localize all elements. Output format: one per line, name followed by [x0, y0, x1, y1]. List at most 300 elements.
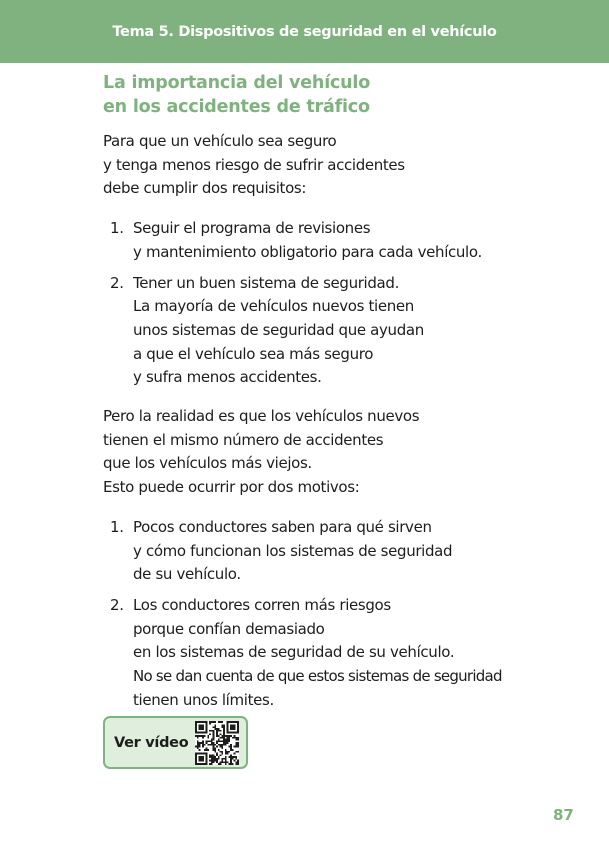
qr-module: [230, 749, 232, 751]
qr-module: [230, 760, 232, 762]
qr-module: [197, 742, 199, 744]
qr-module: [237, 737, 239, 739]
qr-module: [232, 763, 234, 765]
qr-module: [211, 744, 213, 746]
qr-module: [195, 761, 197, 763]
qr-module: [202, 735, 204, 737]
qr-module: [202, 725, 204, 727]
qr-module: [235, 758, 237, 760]
qr-module: [202, 728, 204, 730]
text-line: y mantenimiento obligatorio para cada vehículo.: [133, 242, 482, 261]
list-item: [103, 217, 593, 264]
qr-module: [227, 737, 229, 739]
qr-module: [216, 735, 218, 737]
qr-module: [218, 756, 220, 758]
qr-module: [204, 744, 206, 746]
qr-module: [228, 721, 230, 723]
qr-module: [223, 730, 225, 732]
qr-module: [211, 763, 213, 765]
text-line: y sufra menos accidentes.: [133, 368, 322, 387]
qr-module: [220, 744, 222, 746]
qr-module: [202, 756, 204, 758]
qr-module: [216, 740, 218, 742]
qr-module: [209, 763, 211, 765]
qr-module: [230, 763, 232, 765]
qr-module: [211, 742, 213, 744]
qr-module: [234, 732, 236, 734]
qr-module: [218, 749, 220, 751]
qr-module: [197, 740, 199, 742]
qr-module: [213, 735, 215, 737]
qr-module: [225, 740, 227, 742]
qr-module: [216, 730, 218, 732]
qr-module: [237, 723, 239, 725]
qr-module: [197, 721, 199, 723]
qr-module: [209, 740, 211, 742]
qr-module: [227, 740, 229, 742]
text-line: debe cumplir dos requisitos:: [103, 179, 307, 198]
qr-module: [197, 737, 199, 739]
qr-module: [199, 721, 201, 723]
qr-module: [228, 737, 230, 739]
qr-module: [202, 721, 204, 723]
qr-module: [237, 732, 239, 734]
qr-module: [230, 747, 232, 749]
qr-module: [213, 760, 215, 762]
text-line: Pocos conductores saben para qué sirven: [133, 517, 432, 536]
title-line: en los accidentes de tráfico: [103, 97, 370, 117]
qr-module: [228, 763, 230, 765]
qr-module: [204, 735, 206, 737]
qr-module: [211, 740, 213, 742]
qr-module: [232, 737, 234, 739]
qr-module: [213, 754, 215, 756]
intro-paragraph: [103, 130, 593, 201]
qr-module: [206, 761, 208, 763]
qr-module: [235, 721, 237, 723]
qr-module: [234, 728, 236, 730]
qr-module: [230, 735, 232, 737]
qr-module: [197, 747, 199, 749]
qr-module: [200, 742, 202, 744]
qr-module: [218, 728, 220, 730]
qr-module: [209, 733, 211, 735]
text-line: en los sistemas de seguridad de su vehículo.: [133, 643, 455, 662]
qr-module: [207, 744, 209, 746]
page-header: [0, 0, 609, 63]
qr-module: [206, 732, 208, 734]
qr-module: [199, 758, 201, 760]
qr-module: [200, 760, 202, 762]
qr-module: [237, 763, 239, 765]
qr-module: [214, 725, 216, 727]
qr-module: [199, 746, 201, 748]
qr-module: [202, 753, 204, 755]
qr-module: [235, 742, 237, 744]
qr-module: [227, 730, 229, 732]
qr-module: [220, 733, 222, 735]
qr-module: [204, 749, 206, 751]
qr-module: [235, 732, 237, 734]
qr-module: [232, 725, 234, 727]
qr-module: [197, 735, 199, 737]
qr-module: [200, 763, 202, 765]
page-number: 87: [553, 806, 574, 824]
qr-module: [225, 744, 227, 746]
qr-module: [200, 735, 202, 737]
qr-module: [206, 723, 208, 725]
qr-module: [197, 732, 199, 734]
qr-module: [216, 761, 218, 763]
qr-module: [220, 721, 222, 723]
qr-module: [234, 756, 236, 758]
list-number: 1.: [110, 219, 124, 238]
qr-module: [207, 749, 209, 751]
qr-module: [204, 763, 206, 765]
qr-module: [211, 758, 213, 760]
qr-module: [206, 763, 208, 765]
text-line: Esto puede ocurrir por dos motivos:: [103, 478, 360, 497]
qr-module: [223, 725, 225, 727]
qr-module: [200, 726, 202, 728]
qr-module: [213, 746, 215, 748]
qr-module: [218, 739, 220, 741]
qr-module: [227, 735, 229, 737]
qr-module: [195, 732, 197, 734]
qr-module: [199, 760, 201, 762]
qr-module: [202, 726, 204, 728]
qr-module: [211, 756, 213, 758]
qr-module: [216, 760, 218, 762]
main-content: [103, 71, 593, 712]
qr-module: [195, 756, 197, 758]
qr-code-icon[interactable]: [195, 721, 239, 765]
qr-module: [237, 751, 239, 753]
qr-module: [228, 756, 230, 758]
qr-module: [195, 721, 197, 723]
qr-module: [223, 739, 225, 741]
qr-module: [234, 721, 236, 723]
qr-module: [206, 725, 208, 727]
qr-module: [232, 728, 234, 730]
qr-module: [228, 746, 230, 748]
qr-module: [223, 758, 225, 760]
qr-module: [216, 758, 218, 760]
qr-module: [225, 756, 227, 758]
qr-module: [202, 742, 204, 744]
qr-module: [213, 758, 215, 760]
qr-module: [223, 737, 225, 739]
text-line: y cómo funcionan los sistemas de seguridad: [133, 541, 453, 560]
qr-module: [237, 742, 239, 744]
text-line: tienen el mismo número de accidentes: [103, 430, 384, 449]
qr-module: [234, 760, 236, 762]
text-line: porque confían demasiado: [133, 619, 325, 638]
qr-module: [199, 756, 201, 758]
qr-module: [228, 740, 230, 742]
qr-module: [209, 754, 211, 756]
qr-module: [216, 742, 218, 744]
qr-module: [225, 760, 227, 762]
qr-module: [202, 758, 204, 760]
qr-module: [195, 726, 197, 728]
qr-module: [228, 735, 230, 737]
qr-module: [223, 742, 225, 744]
qr-module: [227, 721, 229, 723]
qr-module: [225, 758, 227, 760]
qr-module: [225, 739, 227, 741]
qr-module: [209, 744, 211, 746]
qr-module: [223, 740, 225, 742]
qr-module: [206, 730, 208, 732]
qr-module: [221, 761, 223, 763]
qr-module: [220, 751, 222, 753]
qr-module: [235, 763, 237, 765]
qr-module: [223, 732, 225, 734]
qr-module: [199, 753, 201, 755]
qr-module: [227, 751, 229, 753]
qr-module: [195, 723, 197, 725]
qr-module: [216, 733, 218, 735]
qr-module: [197, 753, 199, 755]
qr-module: [220, 761, 222, 763]
qr-module: [230, 726, 232, 728]
qr-module: [199, 726, 201, 728]
qr-module: [225, 735, 227, 737]
text-line: unos sistemas de seguridad que ayudan: [133, 320, 424, 339]
reasons-list: [103, 516, 593, 713]
qr-module: [218, 740, 220, 742]
qr-module: [230, 761, 232, 763]
qr-module: [202, 763, 204, 765]
qr-module: [225, 761, 227, 763]
qr-module: [213, 726, 215, 728]
qr-module: [225, 751, 227, 753]
list-number: 1.: [110, 517, 124, 536]
qr-module: [213, 730, 215, 732]
qr-module: [214, 760, 216, 762]
qr-module: [220, 763, 222, 765]
qr-module: [211, 730, 213, 732]
qr-module: [200, 725, 202, 727]
qr-module: [237, 760, 239, 762]
text-line: Para que un vehículo sea seguro: [103, 132, 337, 150]
qr-module: [232, 758, 234, 760]
qr-module: [232, 749, 234, 751]
qr-module: [220, 737, 222, 739]
qr-module: [199, 725, 201, 727]
qr-module: [227, 753, 229, 755]
qr-module: [197, 763, 199, 765]
list-item: [103, 516, 593, 587]
qr-module: [221, 760, 223, 762]
qr-module: [195, 758, 197, 760]
qr-module: [234, 725, 236, 727]
qr-module: [221, 726, 223, 728]
text-line: Pero la realidad es que los vehículos nuevos: [103, 407, 420, 426]
text-line: Los conductores corren más riesgos: [133, 595, 391, 614]
qr-module: [216, 753, 218, 755]
qr-module: [214, 721, 216, 723]
qr-module: [209, 723, 211, 725]
qr-module: [206, 758, 208, 760]
qr-module: [223, 733, 225, 735]
qr-module: [199, 744, 201, 746]
text-line: y tenga menos riesgo de sufrir accidentes: [103, 155, 405, 174]
qr-module: [202, 760, 204, 762]
qr-module: [237, 746, 239, 748]
qr-module: [209, 756, 211, 758]
qr-module: [230, 744, 232, 746]
qr-module: [214, 758, 216, 760]
qr-module: [221, 737, 223, 739]
qr-module: [235, 761, 237, 763]
qr-module: [207, 735, 209, 737]
qr-module: [218, 730, 220, 732]
qr-module: [221, 744, 223, 746]
qr-module: [200, 753, 202, 755]
qr-module: [223, 761, 225, 763]
qr-module: [232, 726, 234, 728]
qr-module: [206, 721, 208, 723]
qr-module: [221, 746, 223, 748]
qr-module: [234, 737, 236, 739]
qr-module: [237, 728, 239, 730]
qr-module: [209, 721, 211, 723]
qr-module: [195, 730, 197, 732]
qr-module: [211, 721, 213, 723]
qr-module: [218, 758, 220, 760]
qr-module: [200, 732, 202, 734]
qr-module: [199, 735, 201, 737]
reality-paragraph: [103, 405, 593, 500]
qr-module: [234, 735, 236, 737]
qr-module: [230, 754, 232, 756]
qr-module: [204, 732, 206, 734]
qr-module: [221, 721, 223, 723]
qr-module: [223, 728, 225, 730]
qr-module: [206, 754, 208, 756]
qr-module: [235, 746, 237, 748]
qr-module: [218, 763, 220, 765]
text-line: Seguir el programa de revisiones: [133, 219, 371, 238]
qr-module: [237, 721, 239, 723]
qr-module: [230, 756, 232, 758]
qr-module: [237, 744, 239, 746]
qr-module: [230, 732, 232, 734]
qr-module: [234, 726, 236, 728]
qr-module: [230, 758, 232, 760]
qr-module: [235, 744, 237, 746]
qr-module: [213, 747, 215, 749]
qr-module: [206, 726, 208, 728]
qr-module: [207, 737, 209, 739]
qr-module: [214, 747, 216, 749]
qr-module: [197, 746, 199, 748]
qr-module: [225, 753, 227, 755]
qr-module: [220, 730, 222, 732]
qr-module: [214, 728, 216, 730]
title-line: La importancia del vehículo: [103, 73, 371, 93]
qr-module: [211, 761, 213, 763]
qr-module: [237, 761, 239, 763]
qr-module: [200, 721, 202, 723]
qr-module: [227, 742, 229, 744]
qr-module: [213, 749, 215, 751]
qr-module: [221, 751, 223, 753]
qr-module: [209, 730, 211, 732]
text-line: de su vehículo.: [133, 565, 241, 584]
qr-module: [200, 728, 202, 730]
qr-module: [199, 742, 201, 744]
qr-module: [235, 751, 237, 753]
qr-module: [214, 749, 216, 751]
qr-module: [230, 728, 232, 730]
qr-module: [223, 735, 225, 737]
qr-module: [214, 751, 216, 753]
qr-module: [218, 721, 220, 723]
qr-module: [227, 723, 229, 725]
qr-module: [228, 739, 230, 741]
qr-module: [213, 756, 215, 758]
qr-module: [221, 747, 223, 749]
qr-module: [228, 751, 230, 753]
qr-module: [206, 760, 208, 762]
qr-module: [227, 728, 229, 730]
qr-module: [218, 744, 220, 746]
section-title: [103, 71, 593, 119]
qr-module: [234, 753, 236, 755]
qr-module: [235, 739, 237, 741]
qr-module: [237, 726, 239, 728]
qr-module: [221, 725, 223, 727]
qr-module: [223, 744, 225, 746]
qr-module: [211, 760, 213, 762]
list-number: 2.: [110, 273, 124, 292]
qr-module: [213, 737, 215, 739]
qr-module: [206, 742, 208, 744]
qr-module: [227, 732, 229, 734]
qr-module: [202, 732, 204, 734]
qr-module: [216, 746, 218, 748]
qr-module: [227, 739, 229, 741]
qr-module: [237, 725, 239, 727]
qr-module: [195, 725, 197, 727]
qr-module: [202, 740, 204, 742]
qr-module: [202, 737, 204, 739]
text-line: a que el vehículo sea más seguro: [133, 344, 374, 363]
qr-module: [206, 728, 208, 730]
video-link-button[interactable]: [103, 716, 248, 769]
qr-module: [223, 726, 225, 728]
qr-module: [211, 754, 213, 756]
qr-module: [235, 737, 237, 739]
qr-module: [213, 739, 215, 741]
qr-module: [204, 753, 206, 755]
qr-module: [221, 740, 223, 742]
qr-module: [232, 756, 234, 758]
qr-module: [199, 763, 201, 765]
qr-module: [213, 733, 215, 735]
qr-module: [227, 726, 229, 728]
list-item: [103, 272, 593, 391]
qr-module: [202, 744, 204, 746]
qr-module: [213, 732, 215, 734]
qr-module: [221, 753, 223, 755]
qr-module: [195, 753, 197, 755]
qr-module: [237, 739, 239, 741]
qr-module: [214, 744, 216, 746]
